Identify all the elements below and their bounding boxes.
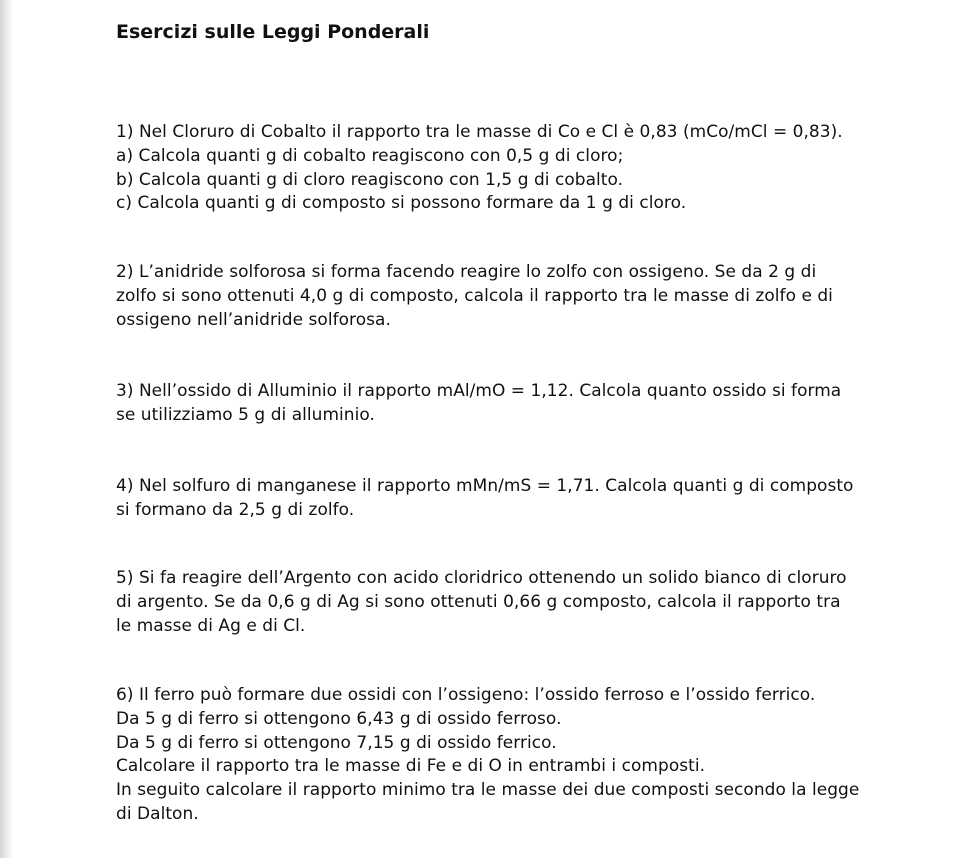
exercise-1 bbox=[116, 121, 974, 216]
document-page bbox=[116, 20, 974, 824]
exercise-4 bbox=[116, 475, 974, 523]
exercise-2-line-1: 2) L’anidride solforosa si forma facendo reagire lo zolfo con ossigeno. Se da 2 g di bbox=[116, 262, 817, 282]
exercise-6-line-6: di Dalton. bbox=[116, 803, 199, 824]
exercise-5-line-3: le masse di Ag e di Cl. bbox=[116, 615, 306, 636]
exercise-2-line-2: zolfo si sono ottenuti 4,0 g di composto, calcola il rapporto tra le masse di zolfo e di bbox=[116, 285, 833, 306]
document-title: Esercizi sulle Leggi Ponderali bbox=[116, 21, 430, 43]
exercise-4-line-1: 4) Nel solfuro di manganese il rapporto mMn/mS = 1,71. Calcola quanti g di composto bbox=[116, 476, 854, 496]
exercise-1-line-4: c) Calcola quanti g di composto si possono formare da 1 g di cloro. bbox=[116, 193, 687, 214]
exercise-6-line-5: In seguito calcolare il rapporto minimo tra le masse dei due composti secondo la legge bbox=[116, 780, 860, 801]
exercise-1-line-3: b) Calcola quanti g di cloro reagiscono con 1,5 g di cobalto. bbox=[116, 169, 624, 190]
exercise-6-line-2: Da 5 g di ferro si ottengono 6,43 g di ossido ferroso. bbox=[116, 708, 562, 729]
exercise-2 bbox=[116, 261, 974, 332]
exercise-5-line-1: 5) Si fa reagire dell’Argento con acido cloridrico ottenendo un solido bianco di cloruro bbox=[116, 568, 847, 588]
exercise-5-line-2: di argento. Se da 0,6 g di Ag si sono ottenuti 0,66 g composto, calcola il rapporto tra bbox=[116, 591, 841, 612]
exercise-6 bbox=[116, 684, 974, 827]
exercise-6-line-3: Da 5 g di ferro si ottengono 7,15 g di ossido ferrico. bbox=[116, 732, 557, 753]
exercise-5 bbox=[116, 567, 974, 638]
page-edge-shadow bbox=[0, 0, 14, 858]
exercise-4-line-2: si formano da 2,5 g di zolfo. bbox=[116, 499, 355, 520]
exercise-6-line-1: 6) Il ferro può formare due ossidi con l’ossigeno: l’ossido ferroso e l’ossido ferrico. bbox=[116, 685, 816, 705]
exercise-3 bbox=[116, 380, 974, 428]
exercise-2-line-3: ossigeno nell’anidride solforosa. bbox=[116, 309, 391, 330]
exercise-3-line-2: se utilizziamo 5 g di alluminio. bbox=[116, 404, 375, 425]
exercise-6-line-4: Calcolare il rapporto tra le masse di Fe e di O in entrambi i composti. bbox=[116, 756, 706, 777]
exercise-1-line-2: a) Calcola quanti g di cobalto reagiscono con 0,5 g di cloro; bbox=[116, 145, 624, 166]
exercise-1-line-1: 1) Nel Cloruro di Cobalto il rapporto tra le masse di Co e Cl è 0,83 (mCo/mCl = 0,83). bbox=[116, 122, 843, 142]
exercise-3-line-1: 3) Nell’ossido di Alluminio il rapporto mAl/mO = 1,12. Calcola quanto ossido si forma bbox=[116, 381, 842, 401]
